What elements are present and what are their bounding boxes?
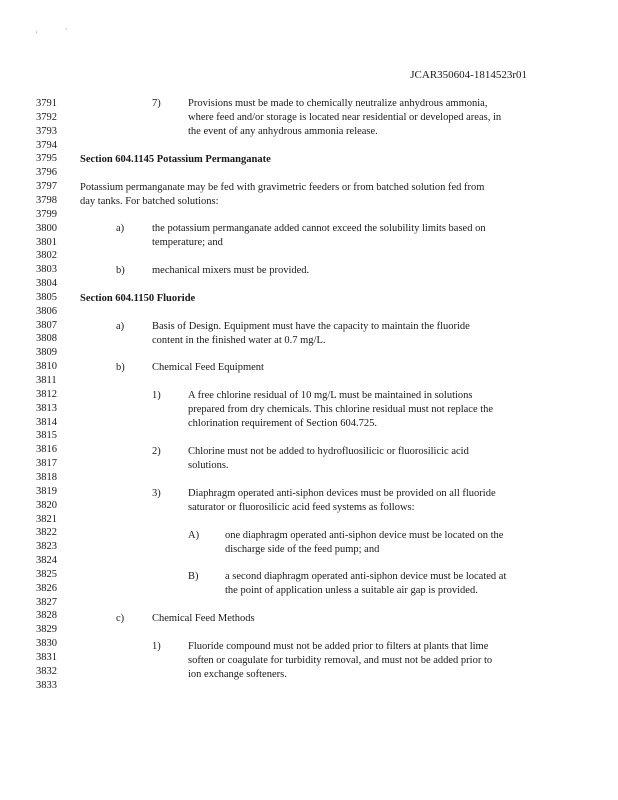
text-line: Diaphragm operated anti-siphon devices must be provided on all fluoride: [188, 488, 496, 499]
line-number: 3798: [36, 194, 57, 206]
line-number: 3800: [36, 222, 57, 234]
speck-2: ': [65, 28, 67, 34]
line-number: 3831: [36, 652, 57, 663]
text-line: one diaphragm operated anti-siphon device must be located on the: [225, 530, 504, 541]
item-label: c): [116, 613, 125, 624]
document-code: JCAR350604-1814523r01: [410, 69, 527, 81]
line-number: 3803: [36, 264, 57, 276]
section-heading-fluoride: Section 604.1150 Fluoride: [80, 293, 196, 304]
line-number: 3808: [36, 333, 57, 345]
text-line: a second diaphragm operated anti-siphon device must be located at: [225, 571, 507, 582]
line-number: 3811: [36, 375, 57, 386]
line-number: 3815: [36, 430, 57, 442]
text-line: prepared from dry chemicals. This chlorine residual must not replace the: [188, 404, 494, 415]
line-number: 3797: [36, 181, 57, 193]
text-line: soften or coagulate for turbidity removal, and must not be added prior to: [188, 655, 493, 666]
text-line: temperature; and: [152, 237, 223, 248]
text-line: Chemical Feed Equipment: [152, 362, 264, 373]
line-number: 3813: [36, 402, 57, 414]
line-number: 3822: [36, 527, 57, 539]
line-number: 3807: [36, 319, 57, 331]
line-number: 3806: [36, 305, 57, 317]
text-line: solutions.: [188, 460, 229, 471]
item-label: B): [188, 571, 199, 582]
line-number: 3795: [36, 153, 57, 165]
line-number: 3817: [36, 458, 57, 470]
text-line: where feed and/or storage is located near residential or developed areas, in: [188, 112, 502, 123]
item-label: 3): [152, 488, 161, 499]
item-label: b): [116, 362, 125, 373]
line-number: 3821: [36, 513, 57, 525]
text-line: Provisions must be made to chemically neutralize anhydrous ammonia,: [188, 98, 488, 109]
item-label: 1): [152, 641, 161, 652]
text-line: content in the finished water at 0.7 mg/L.: [152, 335, 326, 346]
item-label: b): [116, 265, 125, 276]
text-line: ion exchange softeners.: [188, 669, 287, 680]
item-label: a): [116, 321, 125, 332]
line-number: 3791: [36, 98, 57, 109]
line-number: 3812: [36, 388, 57, 400]
line-number: 3801: [36, 236, 57, 248]
item-label: 2): [152, 446, 161, 457]
line-number: 3802: [36, 250, 57, 262]
line-number: 3826: [36, 582, 57, 594]
line-number: 3830: [36, 638, 57, 650]
line-number: 3809: [36, 347, 57, 359]
line-number: 3818: [36, 471, 57, 483]
line-number: 3816: [36, 444, 57, 456]
line-number: 3814: [36, 416, 57, 428]
line-number: 3820: [36, 499, 57, 511]
item-label: 7): [152, 98, 161, 109]
text-line: the potassium permanganate added cannot exceed the solubility limits based on: [152, 223, 486, 234]
section-heading-potassium-permanganate: Section 604.1145 Potassium Permanganate: [80, 154, 271, 165]
line-number: 3833: [36, 679, 57, 691]
speck-1: ,: [36, 28, 38, 34]
line-number: 3796: [36, 167, 57, 179]
text-line: discharge side of the feed pump; and: [225, 544, 380, 555]
text-line: Basis of Design. Equipment must have the capacity to maintain the fluoride: [152, 321, 470, 332]
text-line: A free chlorine residual of 10 mg/L must be maintained in solutions: [188, 390, 473, 401]
text-line: Chlorine must not be added to hydrofluosilicic or fluorosilicic acid: [188, 446, 469, 457]
item-label: 1): [152, 390, 161, 401]
text-line: day tanks. For batched solutions:: [80, 196, 219, 207]
text-line: Chemical Feed Methods: [152, 613, 255, 624]
line-number: 3827: [36, 596, 57, 608]
text-line: saturator or fluorosilicic acid feed systems as follows:: [188, 502, 415, 513]
text-line: Fluoride compound must not be added prior to filters at plants that lime: [188, 641, 489, 652]
item-label: a): [116, 223, 125, 234]
line-number: 3794: [36, 139, 57, 151]
line-number: 3810: [36, 361, 57, 373]
line-number: 3828: [36, 610, 57, 622]
line-number: 3805: [36, 291, 57, 303]
line-number: 3829: [36, 624, 57, 636]
item-label: A): [188, 530, 200, 541]
line-number: 3799: [36, 208, 57, 220]
text-line: Potassium permanganate may be fed with gravimetric feeders or from batched solution fed from: [80, 182, 485, 193]
line-number: 3819: [36, 485, 57, 497]
text-line: the event of any anhydrous ammonia release.: [188, 126, 378, 137]
line-number: 3823: [36, 541, 57, 553]
text-line: chlorination requirement of Section 604.725.: [188, 418, 377, 429]
text-line: the point of application unless a suitable air gap is provided.: [225, 585, 478, 596]
line-number: 3792: [36, 111, 57, 123]
scan-specks: [36, 28, 95, 34]
line-number: 3824: [36, 555, 57, 567]
line-number: 3832: [36, 665, 57, 677]
line-number: 3793: [36, 125, 57, 137]
text-line: mechanical mixers must be provided.: [152, 265, 310, 276]
line-number: 3825: [36, 568, 57, 580]
line-number: 3804: [36, 278, 57, 290]
